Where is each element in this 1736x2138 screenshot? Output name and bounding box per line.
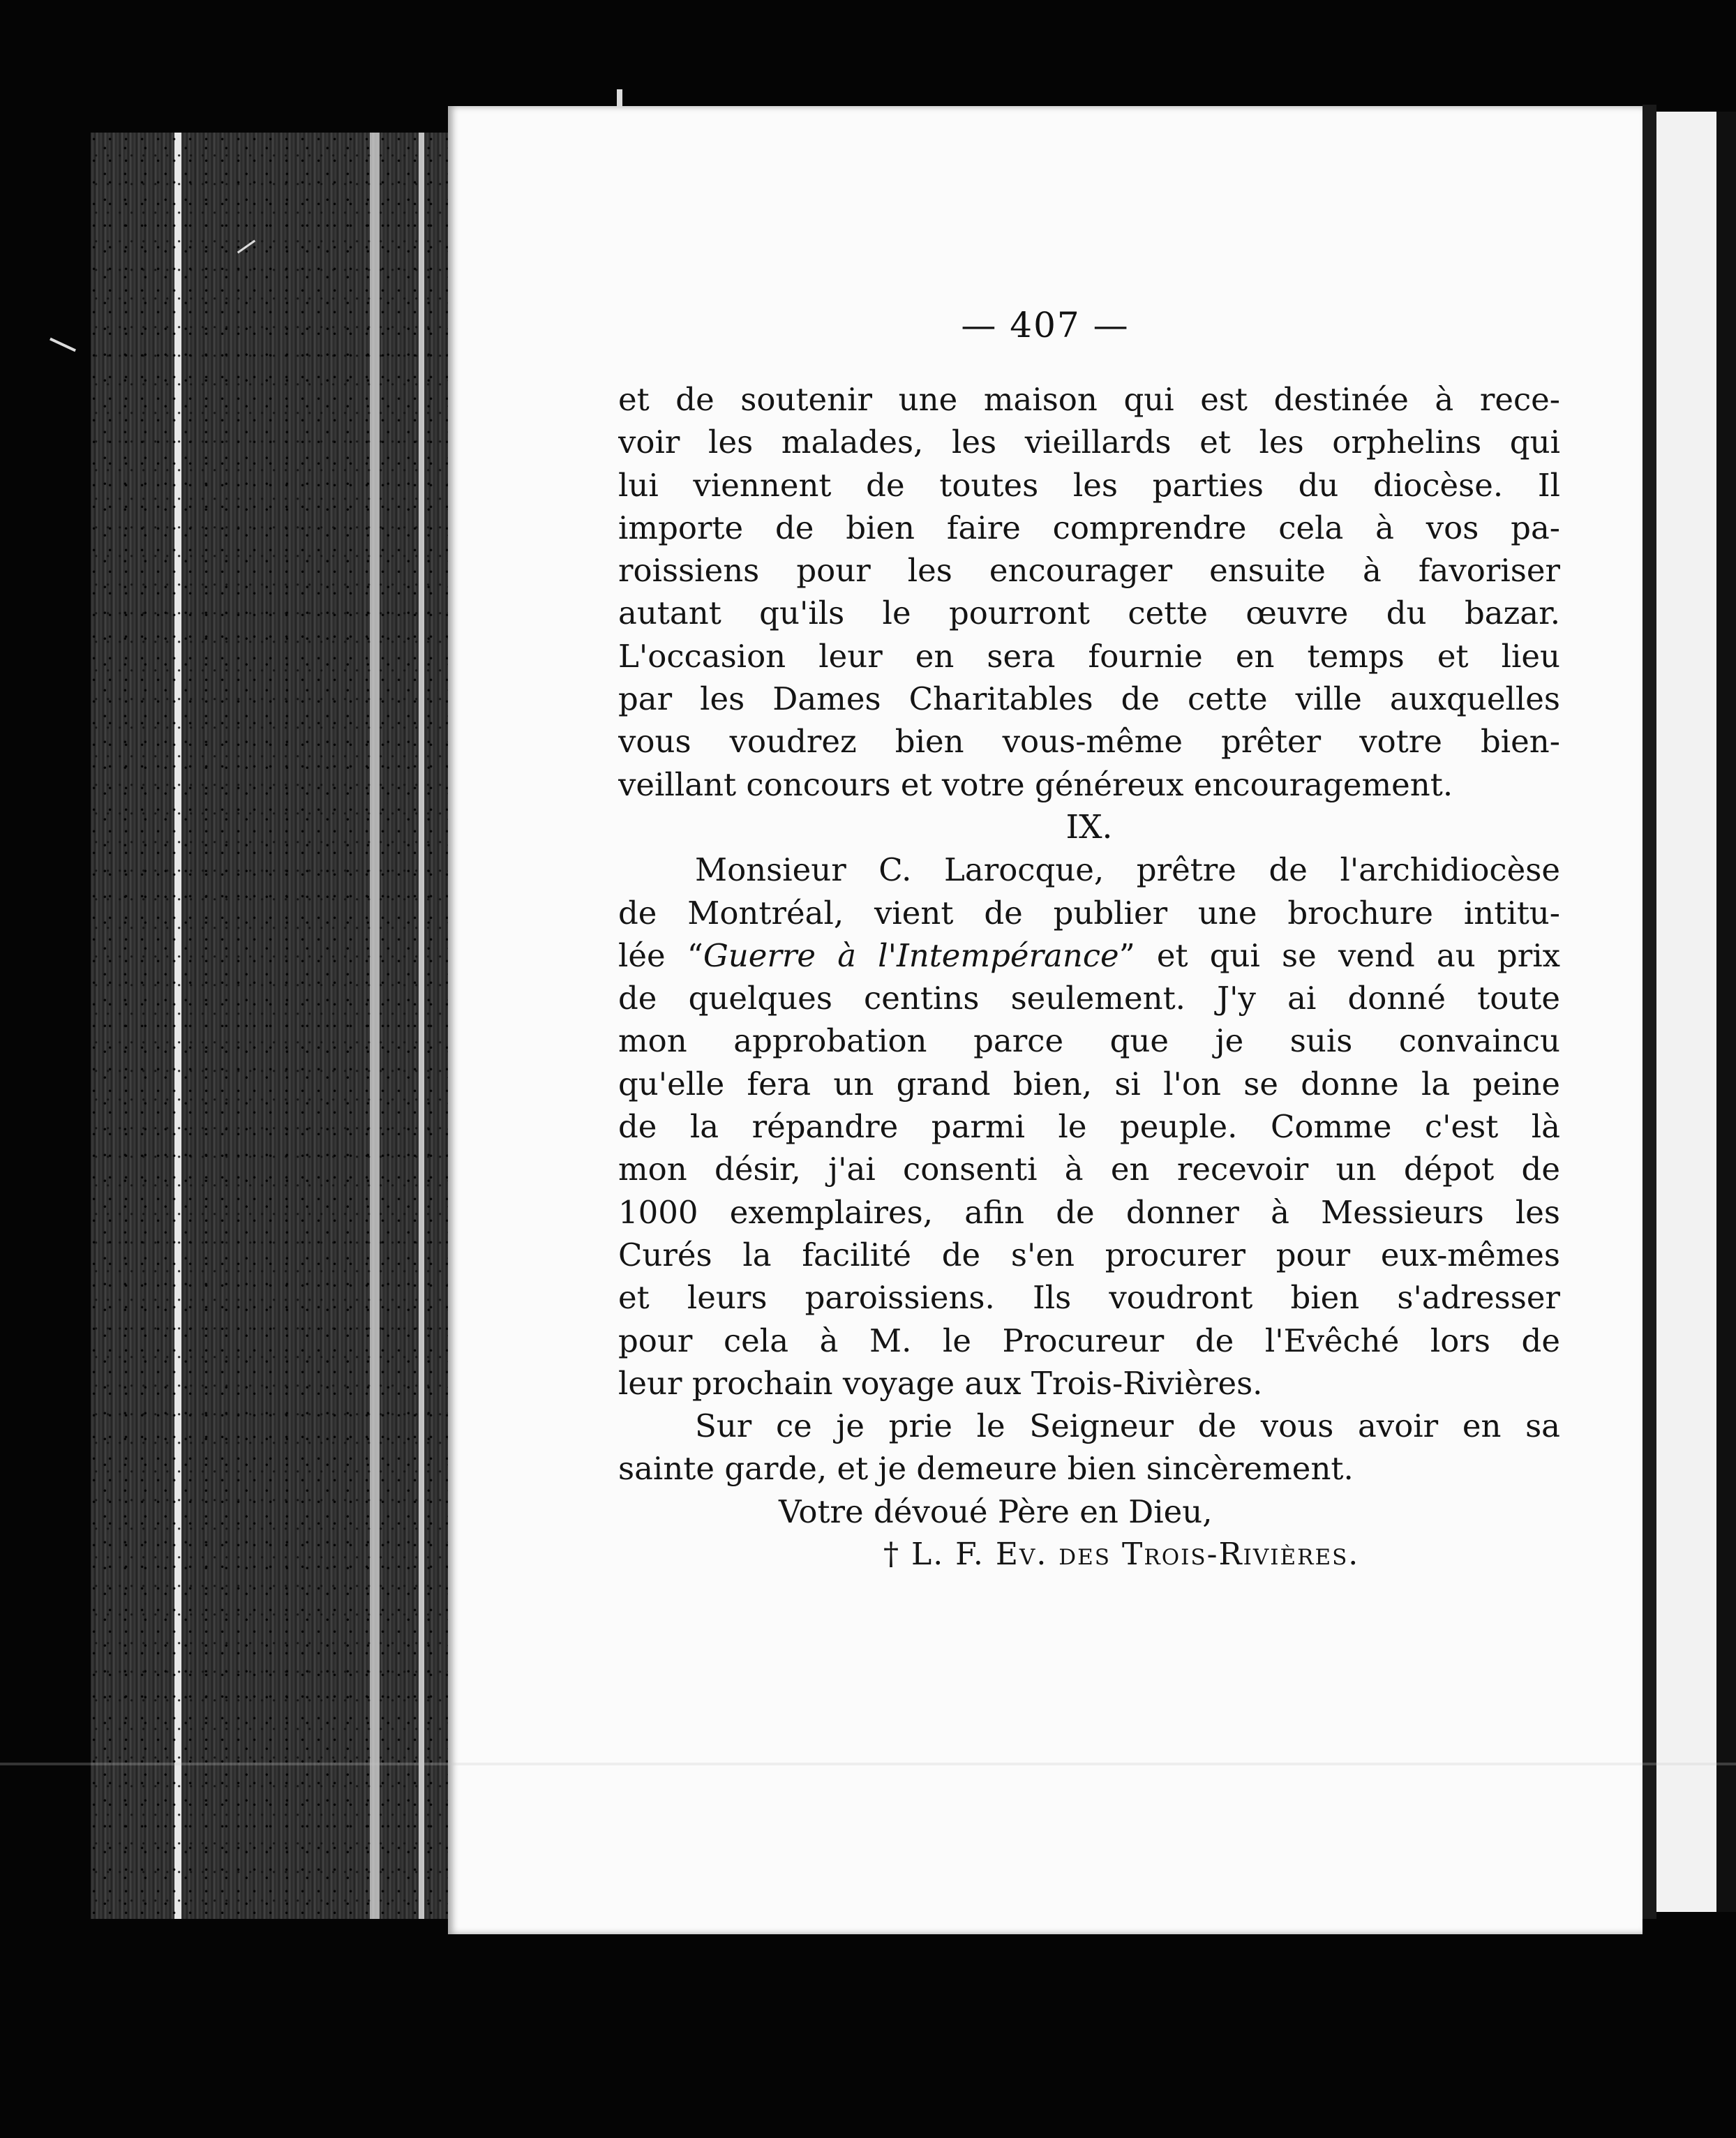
page-number: — 407 — [961, 305, 1130, 345]
book-page [448, 106, 1643, 1934]
text-line: autant qu'ils le pourront cette œuvre du bazar. [618, 595, 1560, 632]
text-line: qu'elle fera un grand bien, si l'on se donne la peine [618, 1065, 1560, 1102]
page-edge-shadow [1643, 105, 1656, 1919]
text-line: Monsieur C. Larocque, prêtre de l'archidiocèse [695, 851, 1560, 889]
text-line: voir les malades, les vieillards et les orphelins qui [618, 424, 1560, 461]
text-line: vous voudrez bien vous-même prêter votre bien- [618, 723, 1560, 761]
scan-dust [617, 89, 622, 107]
text-line: Sur ce je prie le Seigneur de vous avoir en sa [695, 1407, 1560, 1445]
title-suffix: ” et qui se vend au prix [1118, 936, 1560, 974]
section-number: IX. [1065, 807, 1113, 846]
page-text [618, 378, 1560, 1576]
text-line: leur prochain voyage aux Trois-Rivières. [618, 1364, 1263, 1402]
text-line: de Montréal, vient de publier une brochure intitu- [618, 894, 1560, 932]
book-fore-edge [91, 133, 454, 1919]
scan-artifact-line [0, 1763, 1736, 1765]
text-line: et de soutenir une maison qui est destinée à rece- [618, 381, 1560, 418]
text-line: sainte garde, et je demeure bien sincèrement. [618, 1450, 1354, 1488]
text-line: de quelques centins seulement. J'y ai donné toute [618, 980, 1560, 1017]
text-line: 1000 exemplaires, afin de donner à Messieurs les [618, 1193, 1560, 1231]
brochure-title: Guerre à l'Intempérance [703, 936, 1119, 974]
text-line: veillant concours et votre généreux encouragement. [618, 765, 1453, 803]
text-line: de la répandre parmi le peuple. Comme c'est là [618, 1108, 1560, 1146]
text-line: mon approbation parce que je suis convaincu [618, 1022, 1560, 1060]
valediction: Votre dévoué Père en Dieu, [779, 1493, 1213, 1530]
text-line: pour cela à M. le Procureur de l'Evêché lors de [618, 1322, 1560, 1359]
signature: † L. F. Ev. des Trois-Rivières. [883, 1537, 1360, 1573]
text-line: Curés la facilité de s'en procurer pour eux-mêmes [618, 1236, 1560, 1273]
text-line: mon désir, j'ai consenti à en recevoir un dépot de [618, 1151, 1560, 1188]
text-line: L'occasion leur en sera fournie en temps et lieu [618, 637, 1560, 675]
title-prefix: lée “ [618, 936, 703, 974]
text-line-with-title [618, 934, 1560, 977]
facing-page-edge [1656, 112, 1719, 1912]
text-line: importe de bien faire comprendre cela à vos pa- [618, 509, 1560, 546]
text-line: par les Dames Charitables de cette ville auxquelles [618, 680, 1560, 718]
scan-border [1716, 112, 1736, 1912]
text-line: roissiens pour les encourager ensuite à favoriser [618, 552, 1560, 590]
scan-dust [50, 338, 76, 352]
text-line: et leurs paroissiens. Ils voudront bien s'adresser [618, 1279, 1560, 1317]
text-line: lui viennent de toutes les parties du diocèse. Il [618, 466, 1560, 504]
